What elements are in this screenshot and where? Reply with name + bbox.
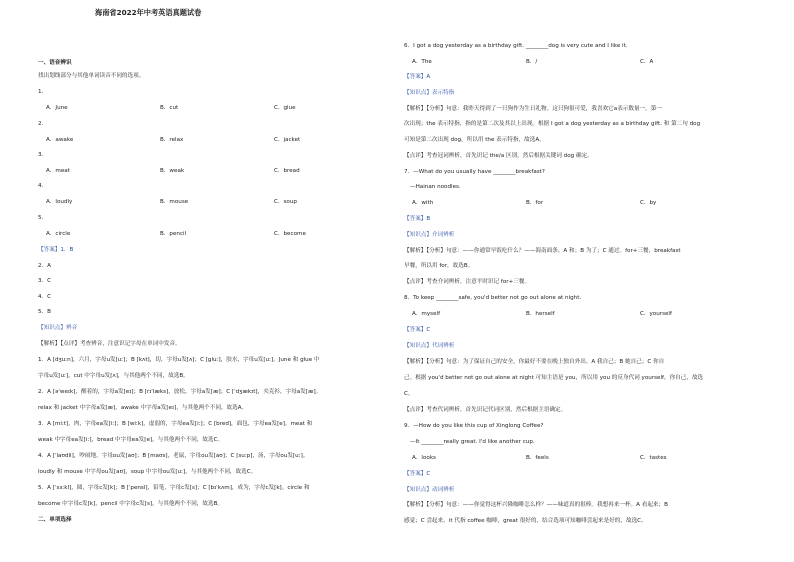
question-stem: 8．To keep ________safe, you'd better not go out alone at night. xyxy=(404,295,582,301)
comment: 【点评】考查代词辨析，首先识记代词区别，然后根据主语确定。 xyxy=(404,407,567,413)
analysis-line: 【解析】【分析】句意：——你觉得这杯兴隆咖啡怎么样？——味道真的很棒。我想再来一杯。A 看起来；B xyxy=(404,502,668,508)
question-stem: 9．—How do you like this cup of Xinglong Coffee? xyxy=(404,423,544,429)
analysis-line: 【解析】【分析】句意：为了保证自己的安全，你最好不要在晚上独自外出。A 我自己；B 她自己；C 你自 xyxy=(404,359,665,365)
analysis-line: 感觉；C 尝起来。it 代指 coffee 咖啡，great 很好的，结合选项可知咖啡尝起来是好的，故选C。 xyxy=(404,518,647,524)
knowledge-point: 【知识点】介词辨析 xyxy=(404,232,455,238)
question-number: 3． xyxy=(38,152,48,158)
knowledge-point: 【知识点】动词辨析 xyxy=(404,487,455,493)
section-heading: 二、单项选择 xyxy=(38,517,72,523)
option-b: B．herself xyxy=(526,311,555,317)
question-reply: —Hainan noodles. xyxy=(410,184,461,190)
analysis-line: 可知是第二次出现 dog，所以用 the 表示特指，故选A。 xyxy=(404,137,545,143)
analysis-line: 【解析】【分析】句意：——你通常早饭吃什么？——海南面条。A 和；B 为了；C 通过。for+三餐，breakfast xyxy=(404,248,681,254)
question-number: 1． xyxy=(38,89,48,95)
option-a: A．circle xyxy=(46,231,71,237)
knowledge-point: 【知识点】辨音 xyxy=(38,325,78,331)
option-b: B．pencil xyxy=(160,231,187,237)
question-number: 4． xyxy=(38,183,48,189)
option-a: A．looks xyxy=(412,455,436,461)
option-c: C．bread xyxy=(274,168,300,174)
analysis-line: 字母u发[uː]，cut 中字母u发[ʌ]，与其他两个不同，故选B。 xyxy=(38,373,189,379)
analysis-line: 次出现；the 表示特指，指的是第二次及其以上出现。根据 I got a dog yesterday as a birthday gift. 和 第二句 dog xyxy=(404,121,701,127)
analysis-line: loudly 和 mouse 中字母ou发[aʊ]，soup 中字母ou发[uː]，与其他两个不同，故选C。 xyxy=(38,469,257,475)
option-b: B．feels xyxy=(526,455,549,461)
option-c: C．become xyxy=(274,231,306,237)
analysis-line: 【解析】【点评】考查辨音，注意识记字母在单词中发音。 xyxy=(38,341,181,347)
comment: 【点评】考查介词辨析，注意平时识记 for+三餐。 xyxy=(404,279,531,285)
answer: 【答案】A xyxy=(404,74,431,80)
analysis-line: become 中字母c发[k]，pencil 中字母c发[s]，与其他两个不同，故选B。 xyxy=(38,501,223,507)
analysis-line: 2．A [əˈweɪk]，醒着的，字母a发[eɪ]；B [rɪˈlæks]，放松，字母a发[æ]；C [ˈdʒækɪt]，夹克衫，字母a发[æ]。 xyxy=(38,389,322,395)
option-b: B．for xyxy=(526,200,544,206)
option-a: A．with xyxy=(412,200,434,206)
answer-line: 4．C xyxy=(38,294,52,300)
page-title: 海南省2022年中考英语真题试卷 xyxy=(95,8,202,17)
question-reply: —It ________really great. I'd like another cup. xyxy=(410,439,535,445)
analysis-line: 己。根据 you'd better not go out alone at night 可知主语是 you，所以用 you 的反身代词 yourself，你自己，故选 xyxy=(404,375,704,381)
option-a: A．awake xyxy=(46,137,74,143)
option-b: B．cut xyxy=(160,105,179,111)
analysis-line: relax 和 jacket 中字母a发[æ]，awake 中字母a发[eɪ]，与其他两个不同，故选A。 xyxy=(38,405,248,411)
analysis-line: 4．A [ˈlaʊdli]，吵闹地，字母ou发[aʊ]；B [maʊs]，老鼠，字母ou发[aʊ]；C [suːp]，汤，字母ou发[uː]。 xyxy=(38,453,309,459)
comment: 【点评】考查冠词辨析，首先识记 the/a 区别，然后根据关键词 dog 确定。 xyxy=(404,153,593,159)
option-c: C．tastes xyxy=(640,455,667,461)
analysis-line: 5．A [ˈsɜːkl]，圆，字母c发[k]；B [ˈpensl]，铅笔，字母c发[s]；C [bɪˈkʌm]，成为，字母c发[k]。circle 和 xyxy=(38,485,310,491)
option-b: B．weak xyxy=(160,168,185,174)
option-c: C．yourself xyxy=(640,311,672,317)
option-a: A．June xyxy=(46,105,68,111)
answer-line: 3．C xyxy=(38,278,52,284)
knowledge-point: 【知识点】表示特指 xyxy=(404,90,455,96)
analysis-line: 早餐，所以用 for，故选B。 xyxy=(404,263,474,269)
option-a: A．myself xyxy=(412,311,441,317)
option-b: B．mouse xyxy=(160,199,189,205)
answer: 【答案】B xyxy=(404,216,431,222)
answer-line: 【答案】1．B xyxy=(38,247,74,253)
option-c: C．soup xyxy=(274,199,297,205)
answer: 【答案】C xyxy=(404,471,431,477)
question-stem: 6．I got a dog yesterday as a birthday gift. ________dog is very cute and I like it. xyxy=(404,43,628,49)
option-c: C．jacket xyxy=(274,137,301,143)
option-b: B．/ xyxy=(526,59,538,65)
option-c: C．glue xyxy=(274,105,296,111)
analysis-line: weak 中字母ea发[iː]，bread 中字母ea发[e]，与其他两个不同，故选C。 xyxy=(38,437,224,443)
answer-line: 2．A xyxy=(38,263,51,269)
answer-line: 5．B xyxy=(38,309,51,315)
analysis-line: C。 xyxy=(404,391,414,397)
knowledge-point: 【知识点】代词辨析 xyxy=(404,343,455,349)
option-c: C．A xyxy=(640,59,654,65)
question-number: 5． xyxy=(38,215,48,221)
answer: 【答案】C xyxy=(404,327,431,333)
question-stem: 7．—What do you usually have ________breakfast? xyxy=(404,169,545,175)
option-b: B．relax xyxy=(160,137,184,143)
option-a: A．meat xyxy=(46,168,70,174)
question-number: 2． xyxy=(38,121,48,127)
analysis-line: 1．A [dʒuːn]，六月，字母u发[uː]；B [kʌt]，切，字母u发[ʌ]；C [ɡluː]，胶水，字母u发[uː]。June 和 glue 中 xyxy=(38,357,320,363)
analysis-line: 【解析】【分析】句意：我昨天得到了一只狗作为生日礼物。这只狗很可爱，我喜欢它a表示数量一，第一 xyxy=(404,106,662,112)
section-heading: 一、语音辨识 xyxy=(38,60,72,66)
instruction: 找出划线部分与其他单词读音不同的选项。 xyxy=(38,73,145,79)
option-a: A．loudly xyxy=(46,199,73,205)
analysis-line: 3．A [miːt]，肉，字母ea发[iː]；B [wiːk]，虚弱的，字母ea发[iː]；C [bred]，面包，字母ea发[e]。meat 和 xyxy=(38,421,313,427)
option-c: C．by xyxy=(640,200,657,206)
option-a: A．The xyxy=(412,59,432,65)
